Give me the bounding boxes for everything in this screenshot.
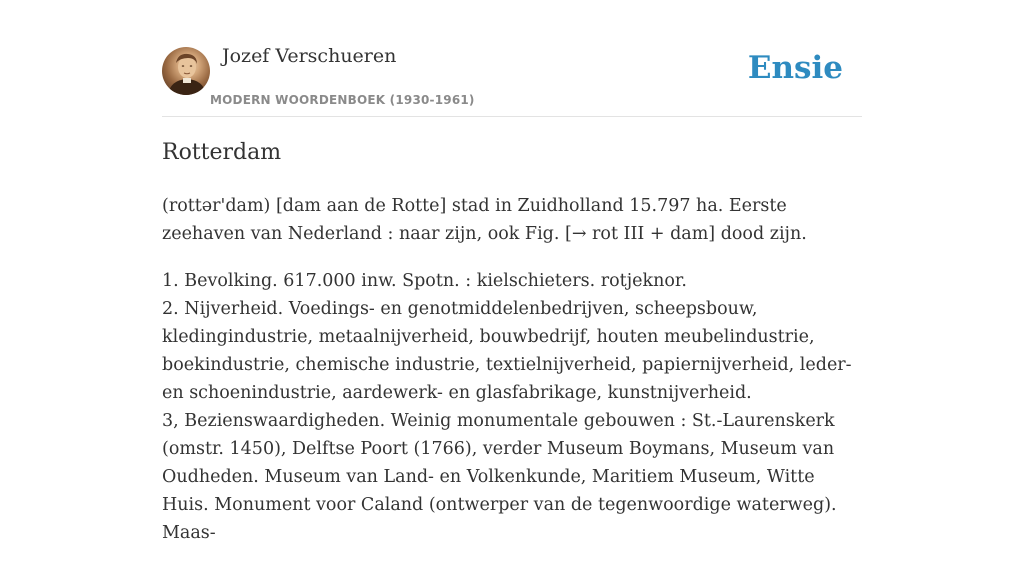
article-header <box>162 0 862 117</box>
section-industry: 2. Nijverheid. Voedings- en genotmiddelenbedrijven, scheepsbouw, kledingindustrie, metaalnijverheid, bouwbedrijf, houten meubelindustrie, boekindustrie, chemische industrie, textielnijverheid, papiernijverheid, leder- en schoenindustrie, aardewerk- en glasfabrikage, kunstnijverheid. <box>162 299 852 403</box>
author-avatar[interactable] <box>162 47 210 95</box>
entry-sections <box>162 267 862 547</box>
author-name[interactable]: Jozef Verschueren <box>222 45 397 67</box>
article-page <box>162 0 862 543</box>
page-title: Rotterdam <box>162 140 282 165</box>
section-population: 1. Bevolking. 617.000 inw. Spotn. : kielschieters. rotjeknor. <box>162 271 687 291</box>
section-sights: 3, Bezienswaardigheden. Weinig monumentale gebouwen : St.-Laurenskerk (omstr. 1450), Delftse Poort (1766), verder Museum Boymans, Museum van Oudheden. Museum van Land- en Volkenkunde, Maritiem Museum, Witte Huis. Monument voor Caland (ontwerper van de tegenwoordige waterweg). Maas- <box>162 411 837 543</box>
site-logo[interactable]: Ensie <box>747 50 843 86</box>
author-portrait-icon <box>162 47 210 95</box>
entry-body <box>162 192 862 566</box>
entry-intro: (rottər'dam) [dam aan de Rotte] stad in Zuidholland 15.797 ha. Eerste zeehaven van Nederland : naar zijn, ook Fig. [→ rot III + dam] dood zijn. <box>162 196 807 244</box>
work-title[interactable]: MODERN WOORDENBOEK (1930-1961) <box>210 93 475 107</box>
